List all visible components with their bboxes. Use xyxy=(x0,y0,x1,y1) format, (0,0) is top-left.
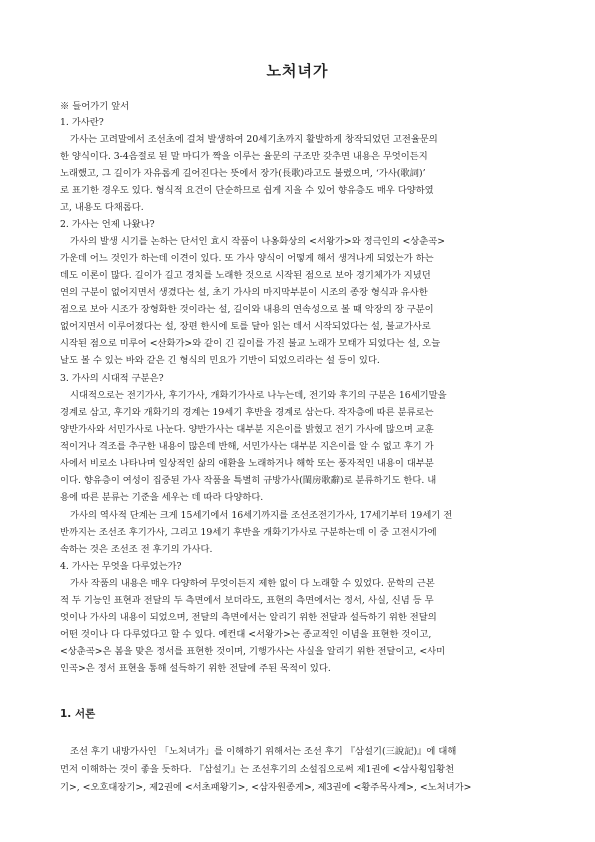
paragraph-line: 사에서 비로소 나타나며 일상적인 삶의 애환을 노래하거나 해학 또는 풍자적인 내용이 대부분 xyxy=(60,458,434,469)
question-2: 2. 가사는 언제 나왔나? xyxy=(60,219,155,230)
paragraph-line: 날도 볼 수 있는 바와 같은 긴 형식의 민요가 기반이 되었으리라는 설 등이 있다. xyxy=(60,355,380,366)
paragraph-line: 고, 내용도 다채롭다. xyxy=(60,202,144,213)
paragraph-line: 적 두 기능인 표현과 전달의 두 측면에서 보더라도, 표현의 측면에서는 정서, 사실, 신념 등 무 xyxy=(60,595,434,606)
paragraph-line: 경계로 삼고, 후기와 개화기의 경계는 19세기 후반을 경계로 삼는다. 작자층에 따른 분류로는 xyxy=(60,407,434,418)
paragraph-line: 양반가사와 서민가사로 나눈다. 양반가사는 대부분 지은이를 밝혔고 전기 가사에 많으며 교훈 xyxy=(60,424,434,435)
paragraph-line: 없어지면서 이루어졌다는 설, 장편 한시에 토를 달아 읽는 데서 시작되었다는 설, 불교가사로 xyxy=(60,321,431,332)
paragraph-line: 엇이나 가사의 내용이 되었으며, 전달의 측면에서는 알리기 위한 전달과 설득하기 위한 전달의 xyxy=(60,612,437,623)
page-title: 노처녀가 xyxy=(266,62,329,80)
paragraph-line: 로 표기한 경우도 있다. 형식적 요건이 단순하므로 쉽게 지을 수 있어 향유층도 매우 다양하였 xyxy=(60,185,434,196)
paragraph-line: 적이거나 격조를 추구한 내용이 많은데 반해, 서민가사는 대부분 지은이를 알 수 없고 후기 가 xyxy=(60,441,434,452)
paragraph-line: 속하는 것은 조선조 전 후기의 가사다. xyxy=(60,544,213,555)
paragraph-line: 용에 따른 분류는 기준을 세우는 데 따라 다양하다. xyxy=(60,492,264,503)
paragraph-line: 점으로 보아 시조가 장형화한 것이라는 설, 길이와 내용의 연속성으로 볼 때 악장의 장 구분이 xyxy=(60,304,434,315)
paragraph-line: 데도 이론이 많다. 길이가 길고 경치를 노래한 것으로 시작된 점으로 보아 경기체가가 지녔던 xyxy=(60,270,431,281)
paragraph-line: 기>, <오호대장기>, 제2권에 <서초패왕기>, <삼자원종게>, 제3권에 <황주목사계>, <노처녀가> xyxy=(60,782,472,793)
paragraph-line: 먼저 이해하는 것이 좋을 듯하다. 『삼설기』는 조선후기의 소설집으로써 제1권에 <삼사횡입황천 xyxy=(60,764,455,775)
question-4: 4. 가사는 무엇을 다루었는가? xyxy=(60,561,182,572)
paragraph-line: 시대적으로는 전기가사, 후기가사, 개화기가사로 나누는데, 전기와 후기의 구분은 16세기말을 xyxy=(70,390,447,401)
question-1: 1. 가사란? xyxy=(60,117,104,128)
paragraph-line: 시작된 점으로 미루어 <산화가>와 같이 긴 길이를 가진 불교 노래가 모태가 되었다는 설, 오늘 xyxy=(60,338,441,349)
paragraph-line: 반까지는 조선조 후기가사, 그리고 19세기 후반을 개화기가사로 구분하는데 이 중 고전시가에 xyxy=(60,527,437,538)
paragraph-line: 연의 구분이 없어지면서 생겼다는 설, 초기 가사의 마지막부분이 시조의 종장 형식과 유사한 xyxy=(60,287,428,298)
question-3: 3. 가사의 시대적 구분은? xyxy=(60,373,164,384)
intro-heading: ※ 들어가기 앞서 xyxy=(60,101,130,112)
paragraph-line: 가사의 역사적 단계는 크게 15세기에서 16세기까지를 조선조전기가사, 17세기부터 19세기 전 xyxy=(70,510,453,521)
paragraph-line: 한 양식이다. 3-4음절로 된 말 마디가 짝을 이루는 율문의 구조만 갖추면 내용은 무엇이든지 xyxy=(60,151,428,162)
paragraph-line: 이다. 향유층이 여성이 집중된 가사 작품을 특별히 규방가사(閨房歌辭)로 분류하기도 한다. 내 xyxy=(60,475,437,486)
paragraph-line: <상춘곡>은 봄을 맞은 정서를 표현한 것이며, 기행가사는 사실을 알리기 위한 전달이고, <사미 xyxy=(60,646,446,657)
paragraph-line: 가사 작품의 내용은 매우 다양하여 무엇이든지 제한 없이 다 노래할 수 있었다. 문학의 근본 xyxy=(70,578,435,589)
paragraph-line: 가사의 발생 시기를 논하는 단서인 효시 작품이 나옹화상의 <서왕가>와 정극인의 <상춘곡> xyxy=(70,236,446,247)
paragraph-line: 조선 후기 내방가사인 「노처녀가」를 이해하기 위해서는 조선 후기 『삼설기(三說記)』에 대해 xyxy=(70,746,457,757)
section-heading: 1. 서론 xyxy=(60,708,96,720)
paragraph-line: 노래했고, 그 길이가 자유롭게 길어진다는 뜻에서 장가(長歌)라고도 불렸으며, ‘가사(歌詞)’ xyxy=(60,168,426,179)
paragraph-line: 가운데 어느 것인가 하는데 이견이 있다. 또 가사 양식이 어떻게 해서 생겨나게 되었는가 하는 xyxy=(60,253,434,264)
paragraph-line: 어떤 것이나 다 다루었다고 할 수 있다. 예컨대 <서왕가>는 종교적인 이념을 표현한 것이고, xyxy=(60,629,432,640)
paragraph-line: 인곡>은 정서 표현을 통해 설득하기 위한 전달에 주된 목적이 있다. xyxy=(60,663,331,674)
paragraph-line: 가사는 고려말에서 조선초에 걸쳐 발생하여 20세기초까지 활발하게 창작되었던 고전율문의 xyxy=(70,134,438,145)
